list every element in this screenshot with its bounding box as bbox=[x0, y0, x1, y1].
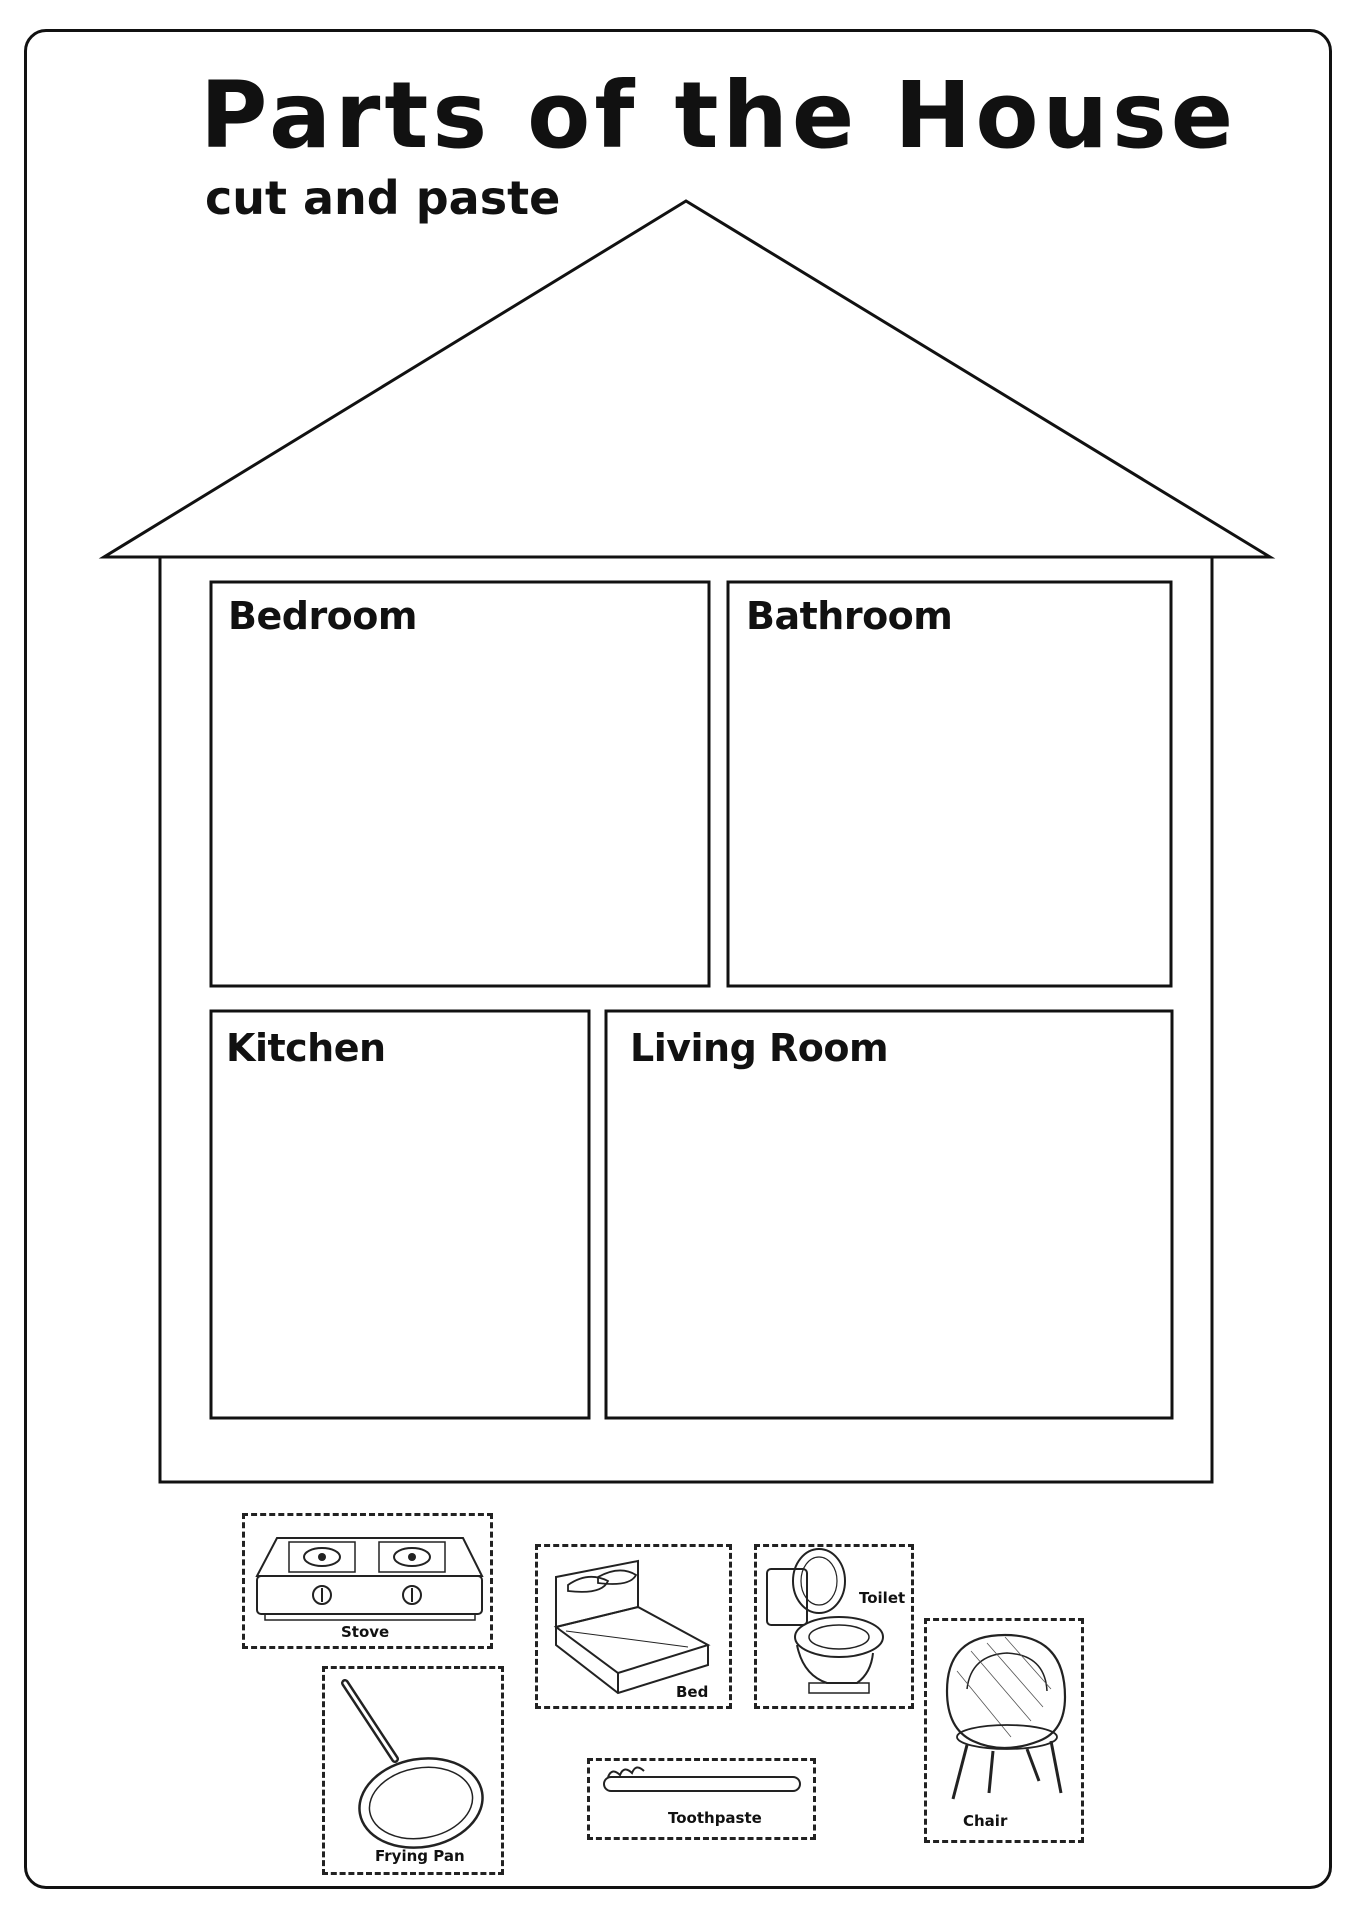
worksheet-title: Parts of the House bbox=[200, 62, 1238, 169]
cutout-card-toilet[interactable] bbox=[754, 1544, 914, 1709]
cutout-label-toothpaste: Toothpaste bbox=[668, 1809, 762, 1827]
room-label-kitchen: Kitchen bbox=[226, 1026, 386, 1070]
room-box-bathroom bbox=[728, 582, 1171, 986]
room-label-bedroom: Bedroom bbox=[228, 594, 417, 638]
room-label-bathroom: Bathroom bbox=[746, 594, 953, 638]
cutout-label-chair: Chair bbox=[963, 1812, 1008, 1830]
room-box-bedroom bbox=[211, 582, 709, 986]
room-box-kitchen bbox=[211, 1011, 589, 1418]
cutout-card-toothpaste[interactable] bbox=[587, 1758, 816, 1840]
cutout-label-stove: Stove bbox=[341, 1623, 390, 1641]
cutout-card-stove[interactable] bbox=[242, 1513, 493, 1649]
worksheet-subtitle: cut and paste bbox=[205, 171, 561, 225]
cutout-label-frying-pan: Frying Pan bbox=[375, 1847, 465, 1865]
frying-pan-icon bbox=[325, 1669, 501, 1872]
room-box-living-room bbox=[606, 1011, 1172, 1418]
cutout-label-bed: Bed bbox=[676, 1683, 709, 1701]
cutout-card-frying-pan[interactable] bbox=[322, 1666, 504, 1875]
house-roof bbox=[104, 201, 1270, 557]
cutout-label-toilet: Toilet bbox=[859, 1589, 906, 1607]
room-label-living-room: Living Room bbox=[630, 1026, 889, 1070]
chair-icon bbox=[927, 1621, 1081, 1840]
toilet-icon bbox=[757, 1547, 911, 1706]
cutout-card-bed[interactable] bbox=[535, 1544, 732, 1709]
cutout-card-chair[interactable] bbox=[924, 1618, 1084, 1843]
house-walls bbox=[160, 557, 1212, 1482]
